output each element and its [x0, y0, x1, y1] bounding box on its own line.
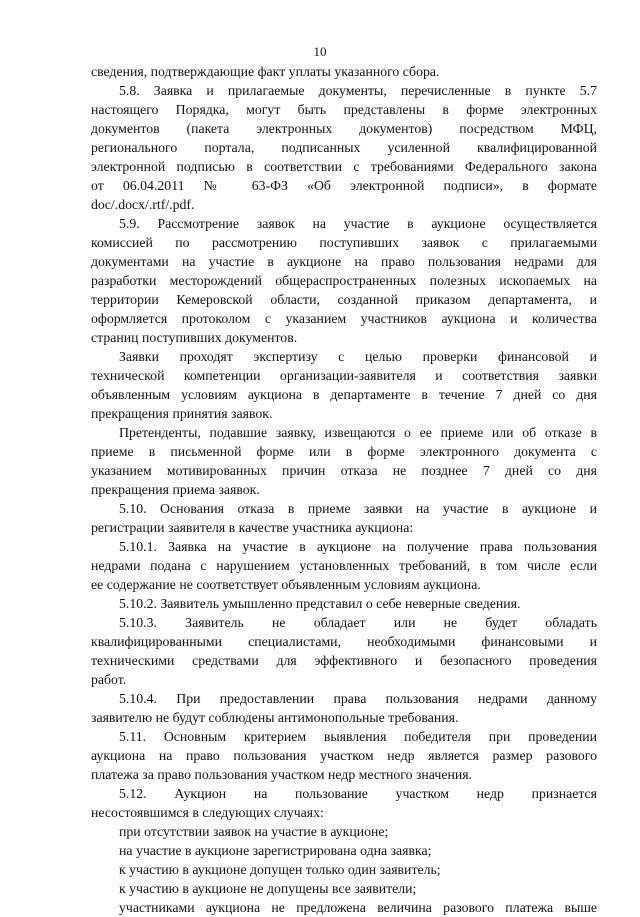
text-line: аукциона на право пользования участком недр является размер разового	[91, 748, 597, 763]
text-line: оформляется протоколом с указанием участников аукциона и количества	[91, 311, 597, 326]
text-line: прекращения принятия заявок.	[91, 406, 273, 421]
page-number: 10	[313, 44, 327, 59]
text-line: указанием мотивированных причин отказа не позднее 7 дней со дня	[91, 463, 597, 478]
text-line: 5.10.4. При предоставлении права пользования недрами данному	[119, 691, 597, 706]
text-line: заявителю не будут соблюдены антимонопольные требования.	[91, 710, 459, 725]
text-line: квалифицированными специалистами, необходимыми финансовыми и	[91, 634, 597, 649]
text-line: к участию в аукционе допущен только один заявитель;	[119, 862, 441, 877]
text-line: документов (пакета электронных документов) посредством МФЦ,	[91, 121, 597, 136]
text-line: комиссией по рассмотрению поступивших заявок с прилагаемыми	[91, 235, 597, 250]
text-line: 5.12. Аукцион на пользование участком недр признается	[119, 786, 597, 801]
text-line: территории Кемеровской области, созданной приказом департамента, и	[91, 292, 597, 307]
text-line: 5.9. Рассмотрение заявок на участие в аукционе осуществляется	[119, 216, 597, 231]
text-line: настоящего Порядка, могут быть представлены в форме электронных	[91, 102, 597, 117]
text-line: документами на участие в аукционе на право пользования недрами для	[91, 254, 597, 269]
text-line: разработки месторождений общераспространенных полезных ископаемых на	[91, 273, 597, 288]
text-line: 5.10. Основания отказа в приеме заявки на участие в аукционе и	[119, 501, 597, 516]
text-line: на участие в аукционе зарегистрирована одна заявка;	[119, 843, 432, 858]
text-line: 5.8. Заявка и прилагаемые документы, перечисленные в пункте 5.7	[119, 83, 597, 98]
text-line: платежа за право пользования участком недр местного значения.	[91, 767, 473, 782]
text-line: сведения, подтверждающие факт уплаты указанного сбора.	[91, 64, 440, 79]
text-line: недрами подана с нарушением установленных требований, в том числе если	[91, 558, 597, 573]
text-line: объявленным условиям аукциона в департаменте в течение 7 дней со дня	[91, 387, 597, 402]
text-line: несостоявшимся в следующих случаях:	[91, 805, 324, 820]
text-line: техническими средствами для эффективного и безопасного проведения	[91, 653, 597, 668]
text-line: 5.10.1. Заявка на участие в аукционе на получение права пользования	[119, 539, 597, 554]
text-line: Претенденты, подавшие заявку, извещаются о ее приеме или об отказе в	[119, 425, 597, 440]
text-line: приеме в письменной форме или в форме электронного документа с	[91, 444, 597, 459]
text-line: 5.10.3. Заявитель не обладает или не будет обладать	[119, 615, 597, 630]
text-line: ее содержание не соответствует объявленным условиям аукциона.	[91, 577, 481, 592]
text-line: к участию в аукционе не допущены все заявители;	[119, 881, 417, 896]
text-line: прекращения приема заявок.	[91, 482, 260, 497]
text-line: регистрации заявителя в качестве участника аукциона:	[91, 520, 414, 535]
text-line: участниками аукциона не предложена величина разового платежа выше	[119, 900, 597, 915]
text-line: Заявки проходят экспертизу с целью проверки финансовой и	[119, 349, 597, 364]
text-line: технической компетенции организации-заявителя и соответствия заявки	[91, 368, 597, 383]
document-body	[91, 62, 597, 917]
text-line: электронной подписью в соответствии с требованиями Федерального закона	[91, 159, 597, 174]
text-line: от 06.04.2011 № 63-ФЗ «Об электронной подписи», в формате	[91, 178, 597, 193]
text-line: страниц поступивших документов.	[91, 330, 298, 345]
text-line: 5.11. Основным критерием выявления победителя при проведении	[119, 729, 597, 744]
text-line: при отсутствии заявок на участие в аукционе;	[119, 824, 389, 839]
text-line: работ.	[91, 672, 127, 687]
text-line: регионального портала, подписанных усиленной квалифицированной	[91, 140, 597, 155]
text-line: 5.10.2. Заявитель умышленно представил о себе неверные сведения.	[119, 596, 521, 611]
text-line: doc/.docx/.rtf/.pdf.	[91, 197, 195, 212]
